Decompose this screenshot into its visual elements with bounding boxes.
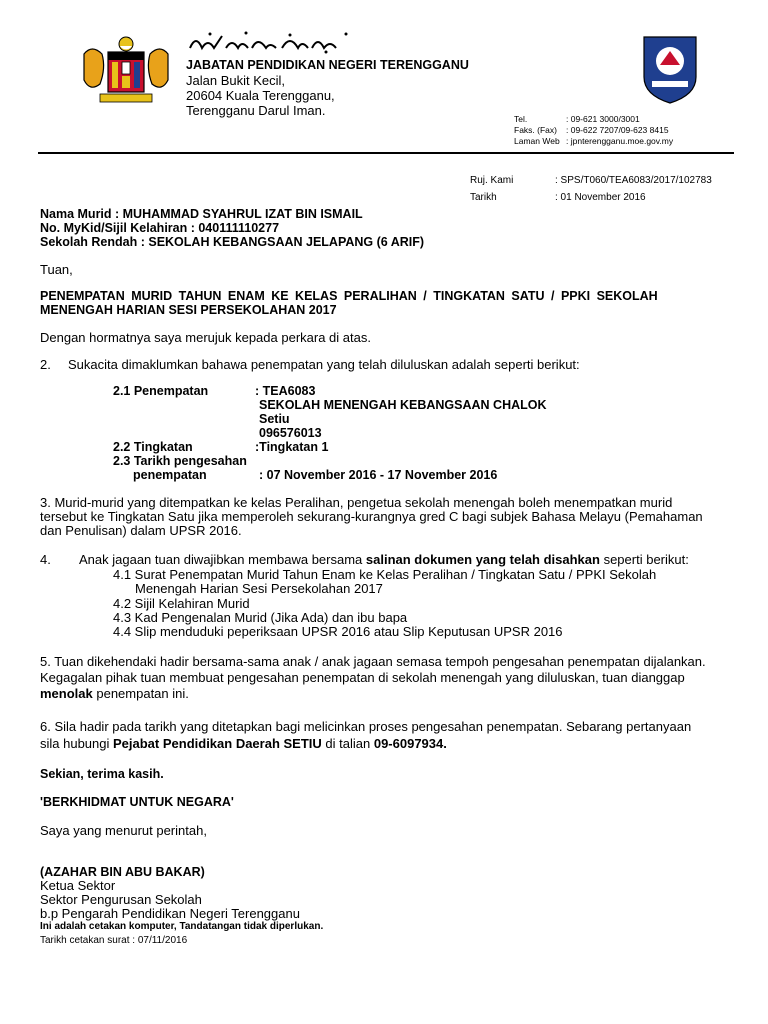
para-5-line-1: 5. Tuan dikehendaki hadir bersama-sama anak / anak jagaan semasa tempoh pengesahan penempatan dijalankan. bbox=[40, 654, 706, 669]
address-line-3: Terengganu Darul Iman. bbox=[186, 103, 326, 118]
para-6-line-1: 6. Sila hadir pada tarikh yang ditetapkan bagi melicinkan proses pengesahan penempatan. Sebarang pertanyaan bbox=[40, 719, 692, 734]
para-4-text-bold: salinan dokumen yang telah disahkan bbox=[365, 552, 600, 567]
ref-label: Ruj. Kami bbox=[470, 175, 514, 186]
para-6-text-a: sila hubungi bbox=[40, 736, 113, 751]
web-value: : jpnterengganu.moe.gov.my bbox=[566, 136, 674, 146]
para-2-text: Sukacita dimaklumkan bahawa penempatan yang telah diluluskan adalah seperti berikut: bbox=[68, 357, 580, 372]
confirmation-date-label-1: 2.3 Tarikh pengesahan bbox=[113, 454, 247, 468]
item-4-3: 4.3 Kad Pengenalan Murid (Jika Ada) dan ibu bapa bbox=[113, 610, 408, 625]
item-4-2: 4.2 Sijil Kelahiran Murid bbox=[113, 596, 250, 611]
para-5-bold: menolak bbox=[40, 686, 93, 701]
para-6-text-c: di talian bbox=[321, 736, 374, 751]
placement-code: : TEA6083 bbox=[255, 384, 316, 398]
ref-value: : SPS/T060/TEA6083/2017/102783 bbox=[555, 175, 712, 186]
student-school: Sekolah Rendah : SEKOLAH KEBANGSAAN JELAPANG (6 ARIF) bbox=[40, 235, 425, 249]
para-5-line-2: Kegagalan pihak tuan membuat pengesahan penempatan di sekolah menengah yang diluluskan, tuan dianggap bbox=[40, 670, 685, 685]
address-line-1: Jalan Bukit Kecil, bbox=[186, 73, 285, 88]
placement-phone: 096576013 bbox=[259, 426, 322, 440]
tel-label: Tel. bbox=[514, 114, 528, 124]
closing-obedient: Saya yang menurut perintah, bbox=[40, 823, 207, 838]
signatory-title-3: b.p Pengarah Pendidikan Negeri Terengganu bbox=[40, 906, 300, 921]
subject-line-2: MENENGAH HARIAN SESI PERSEKOLAHAN 2017 bbox=[40, 303, 337, 317]
fax-label: Faks. (Fax) bbox=[514, 125, 557, 135]
print-date: Tarikh cetakan surat : 07/11/2016 bbox=[40, 935, 188, 946]
fax-value: : 09-622 7207/09-623 8415 bbox=[566, 125, 669, 135]
form-value: :Tingkatan 1 bbox=[255, 440, 329, 454]
para-4-text-c: seperti berikut: bbox=[599, 552, 689, 567]
placement-district: Setiu bbox=[259, 412, 290, 426]
para-3-line-2: tersebut ke Tingkatan Satu jika memperoleh sekurang-kurangnya gred C bagi subjek Bahasa Melayu (Pemahaman bbox=[40, 509, 703, 524]
confirmation-date-value: : 07 November 2016 - 17 November 2016 bbox=[259, 468, 498, 482]
salutation: Tuan, bbox=[40, 262, 73, 277]
para-6-office: Pejabat Pendidikan Daerah SETIU bbox=[113, 736, 322, 751]
placement-school: SEKOLAH MENENGAH KEBANGSAAN CHALOK bbox=[259, 398, 547, 412]
signatory-title-1: Ketua Sektor bbox=[40, 878, 116, 893]
address-line-2: 20604 Kuala Terengganu, bbox=[186, 88, 335, 103]
item-4-1-line-1: 4.1 Surat Penempatan Murid Tahun Enam ke Kelas Peralihan / Tingkatan Satu / PPKI Sekolah bbox=[113, 567, 657, 582]
jpn-terengganu-logo-icon bbox=[640, 33, 700, 105]
subject-line-1: PENEMPATAN MURID TAHUN ENAM KE KELAS PERALIHAN / TINGKATAN SATU / PPKI SEKOLAH bbox=[40, 289, 658, 303]
para-5-line-3 bbox=[40, 686, 189, 701]
date-label: Tarikh bbox=[470, 192, 497, 203]
item-4-4: 4.4 Slip menduduki peperiksaan UPSR 2016 atau Slip Keputusan UPSR 2016 bbox=[113, 624, 563, 639]
header-divider bbox=[38, 152, 734, 154]
closing-thanks: Sekian, terima kasih. bbox=[40, 767, 164, 781]
intro-paragraph: Dengan hormatnya saya merujuk kepada perkara di atas. bbox=[40, 330, 371, 345]
jawi-script-heading bbox=[186, 30, 358, 56]
para-3-line-1: 3. Murid-murid yang ditempatkan ke kelas Peralihan, pengetua sekolah menengah boleh menempatkan murid bbox=[40, 495, 673, 510]
para-4-text bbox=[79, 552, 689, 567]
student-mykid: No. MyKid/Sijil Kelahiran : 040111110277 bbox=[40, 221, 280, 235]
para-5-rest: penempatan ini. bbox=[92, 686, 189, 701]
date-value: : 01 November 2016 bbox=[555, 192, 646, 203]
closing-motto: 'BERKHIDMAT UNTUK NEGARA' bbox=[40, 795, 234, 809]
item-4-1-line-2: Menengah Harian Sesi Persekolahan 2017 bbox=[135, 581, 383, 596]
student-name: Nama Murid : MUHAMMAD SYAHRUL IZAT BIN ISMAIL bbox=[40, 207, 363, 221]
web-label: Laman Web bbox=[514, 136, 560, 146]
malaysia-coat-of-arms-icon bbox=[78, 34, 174, 106]
para-6-phone: 09-6097934. bbox=[373, 736, 447, 751]
para-4-text-a: Anak jagaan tuan diwajibkan membawa bersama bbox=[79, 552, 366, 567]
computer-print-note: Ini adalah cetakan komputer, Tandatangan tidak diperlukan. bbox=[40, 921, 324, 932]
confirmation-date-label-2: penempatan bbox=[133, 468, 207, 482]
placement-label: 2.1 Penempatan bbox=[113, 384, 209, 398]
signatory-name: (AZAHAR BIN ABU BAKAR) bbox=[40, 865, 205, 879]
signatory-title-2: Sektor Pengurusan Sekolah bbox=[40, 892, 202, 907]
tel-value: : 09-621 3000/3001 bbox=[566, 114, 640, 124]
para-2-number: 2. bbox=[40, 357, 51, 372]
department-name: JABATAN PENDIDIKAN NEGERI TERENGGANU bbox=[186, 58, 469, 72]
form-label: 2.2 Tingkatan bbox=[113, 440, 193, 454]
para-4-number: 4. bbox=[40, 552, 51, 567]
para-6-line-2 bbox=[40, 736, 447, 751]
para-3-line-3: dan Penulisan) dalam UPSR 2016. bbox=[40, 523, 242, 538]
